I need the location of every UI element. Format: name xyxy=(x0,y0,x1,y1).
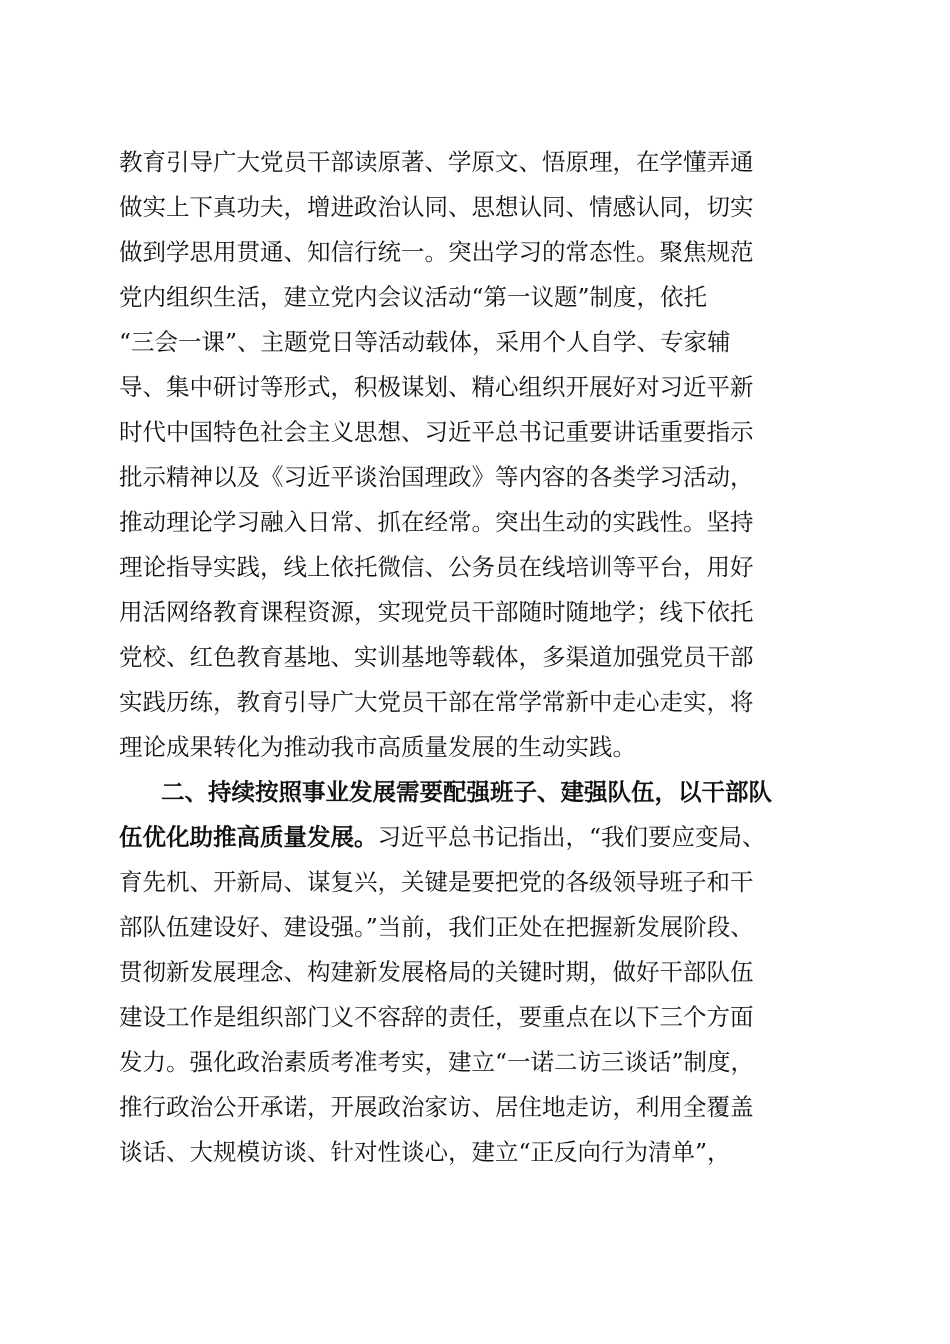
paragraph-line: 育先机、开新局、谋复兴，关键是要把党的各级领导班子和干 xyxy=(119,868,754,896)
paragraph-line: 党校、红色教育基地、实训基地等载体，多渠道加强党员干部 xyxy=(119,643,754,671)
section-heading-end: 伍优化助推高质量发展。 xyxy=(119,823,378,851)
paragraph-line: 时代中国特色社会主义思想、习近平总书记重要讲话重要指示 xyxy=(119,418,754,446)
paragraph-line: 部队伍建设好、建设强。”当前，我们正处在把握新发展阶段、 xyxy=(119,913,754,941)
paragraph-line: 推行政治公开承诺，开展政治家访、居住地走访，利用全覆盖 xyxy=(119,1093,754,1121)
heading-continuation-line xyxy=(119,818,766,856)
paragraph-line: 实践历练，教育引导广大党员干部在常学常新中走心走实，将 xyxy=(119,688,754,716)
paragraph-line: 做实上下真功夫，增进政治认同、思想认同、情感认同，切实 xyxy=(119,193,754,221)
section-heading: 二、持续按照事业发展需要配强班子、建强队伍，以干部队 xyxy=(161,778,772,806)
paragraph-line: 导、集中研讨等形式，积极谋划、精心组织开展好对习近平新 xyxy=(119,373,754,401)
paragraph-line: 建设工作是组织部门义不容辞的责任，要重点在以下三个方面 xyxy=(119,1003,754,1031)
paragraph-line: “三会一课”、主题党日等活动载体，采用个人自学、专家辅 xyxy=(119,328,731,356)
paragraph-line: 用活网络教育课程资源，实现党员干部随时随地学；线下依托 xyxy=(119,598,754,626)
paragraph-line: 教育引导广大党员干部读原著、学原文、悟原理，在学懂弄通 xyxy=(119,148,754,176)
paragraph-line: 做到学思用贯通、知信行统一。突出学习的常态性。聚焦规范 xyxy=(119,238,754,266)
paragraph-text: 习近平总书记指出，“我们要应变局、 xyxy=(377,823,766,851)
paragraph-line: 理论指导实践，线上依托微信、公务员在线培训等平台，用好 xyxy=(119,553,754,581)
paragraph-line: 党内组织生活，建立党内会议活动“第一议题”制度，依托 xyxy=(119,283,708,311)
paragraph-line: 贯彻新发展理念、构建新发展格局的关键时期，做好干部队伍 xyxy=(119,958,754,986)
paragraph-line: 理论成果转化为推动我市高质量发展的生动实践。 xyxy=(119,733,636,761)
paragraph-line: 推动理论学习融入日常、抓在经常。突出生动的实践性。坚持 xyxy=(119,508,754,536)
paragraph-line: 谈话、大规模访谈、针对性谈心，建立“正反向行为清单”， xyxy=(119,1138,731,1166)
paragraph-line: 发力。强化政治素质考准考实，建立“一诺二访三谈话”制度， xyxy=(119,1048,755,1076)
paragraph-line: 批示精神以及《习近平谈治国理政》等内容的各类学习活动， xyxy=(119,463,754,491)
